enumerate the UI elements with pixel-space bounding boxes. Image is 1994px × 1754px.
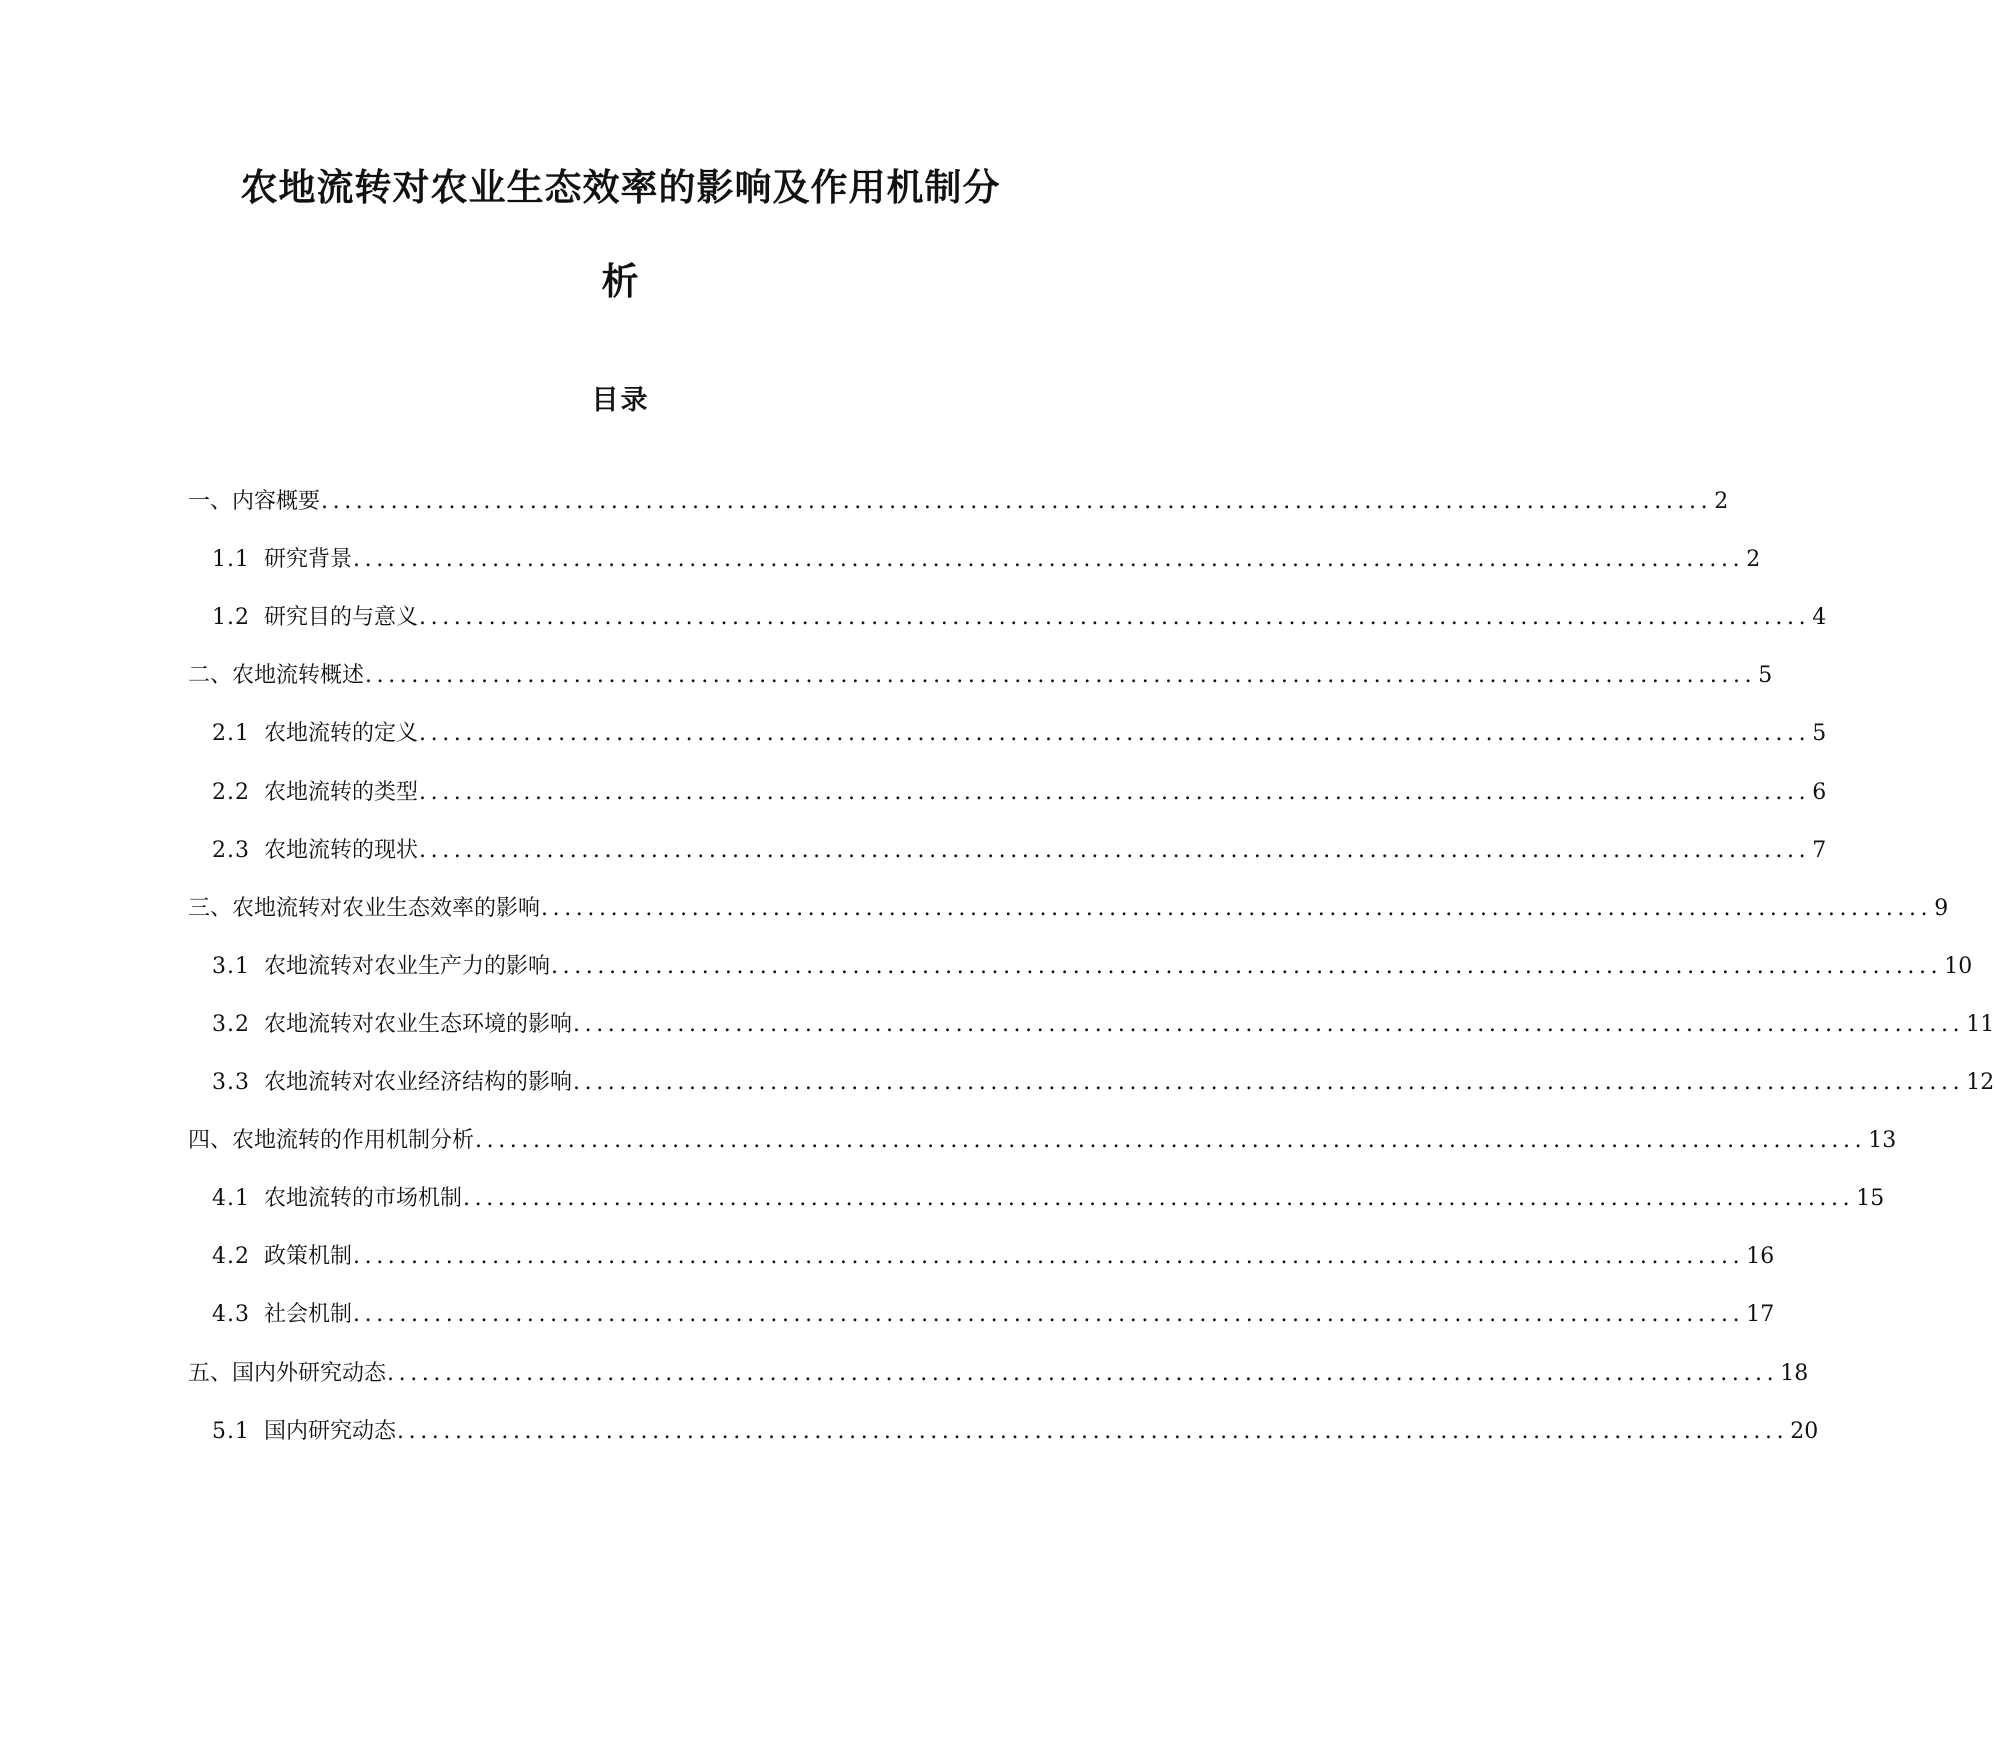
- toc-page-number: 7: [1812, 837, 1827, 863]
- toc-entry-text: 研究目的与意义: [264, 605, 419, 631]
- toc-entry[interactable]: [212, 1239, 1775, 1273]
- toc-entry-number: 3.2: [212, 1011, 250, 1037]
- toc-dot-leader: ........................................................................................................................: [419, 605, 1811, 631]
- toc-entry-text: 三、农地流转对农业生态效率的影响: [188, 895, 541, 921]
- toc-entry[interactable]: [212, 775, 1827, 809]
- toc-entry-text: 农地流转的市场机制: [264, 1186, 463, 1212]
- toc-entry[interactable]: [212, 1297, 1775, 1331]
- toc-dot-leader: ........................................................................................................................: [573, 1011, 1965, 1037]
- toc-page-number: 9: [1934, 895, 1949, 921]
- toc-dot-leader: ........................................................................................................................: [573, 1070, 1965, 1095]
- toc-dot-leader: ........................................................................................................................: [387, 1360, 1779, 1386]
- toc-entry-text: 农地流转对农业生态环境的影响: [264, 1011, 573, 1037]
- toc-page-number: 11: [1966, 1011, 1994, 1037]
- toc-entry[interactable]: [212, 542, 1761, 576]
- toc-page-number: 20: [1790, 1418, 1819, 1444]
- toc-entry-label: [212, 1065, 572, 1096]
- toc-entry[interactable]: [212, 949, 1973, 983]
- toc-dot-leader: ........................................................................................................................: [541, 895, 1933, 921]
- toc-page-number: 10: [1944, 953, 1973, 979]
- toc-entry[interactable]: [188, 658, 1773, 692]
- toc-entry-label: [212, 716, 418, 747]
- toc-entry-label: [212, 1297, 352, 1328]
- toc-page-number: 13: [1868, 1128, 1897, 1154]
- toc-entry-text: 农地流转的现状: [264, 837, 419, 863]
- toc-dot-leader: ........................................................................................................................: [419, 837, 1811, 863]
- toc-dot-leader: ........................................................................................................................: [365, 663, 1757, 689]
- toc-entry-number: 4.1: [212, 1186, 250, 1212]
- toc-entry-label: [212, 542, 352, 573]
- toc-dot-leader: ........................................................................................................................: [321, 489, 1713, 514]
- toc-entry[interactable]: [188, 891, 1949, 925]
- toc-page-number: 15: [1856, 1186, 1885, 1212]
- toc-entry-label: [188, 658, 364, 689]
- toc-dot-leader: ........................................................................................................................: [551, 953, 1943, 979]
- toc-entry-number: 3.1: [212, 953, 250, 979]
- toc-entry-label: [212, 949, 550, 980]
- toc-page-number: 2: [1714, 489, 1729, 514]
- toc-entry[interactable]: [212, 716, 1827, 750]
- toc-entry-number: 4.2: [212, 1244, 250, 1270]
- toc-entry[interactable]: [212, 1414, 1819, 1448]
- toc-entry-label: [188, 1123, 474, 1154]
- document-title-line-2: 析: [601, 259, 640, 303]
- toc-entry-text: 四、农地流转的作用机制分析: [188, 1128, 475, 1154]
- toc-entry[interactable]: [212, 600, 1827, 634]
- document-title-line-1: 农地流转对农业生态效率的影响及作用机制分: [240, 165, 1001, 209]
- toc-entry-label: [212, 1414, 396, 1445]
- toc-entry-number: 2.2: [212, 779, 250, 805]
- toc-dot-leader: ........................................................................................................................: [353, 547, 1745, 573]
- toc-entry-number: 2.1: [212, 721, 250, 747]
- toc-entry[interactable]: [212, 1181, 1885, 1215]
- toc-entry-text: 农地流转的类型: [264, 779, 419, 805]
- toc-entry-label: [212, 1007, 572, 1038]
- toc-entry-label: [212, 775, 418, 806]
- toc-page-number: 4: [1812, 605, 1827, 631]
- toc-entry-text: 研究背景: [264, 547, 353, 573]
- toc-page-number: 16: [1746, 1244, 1775, 1270]
- document-title: [190, 140, 1051, 328]
- toc-dot-leader: ........................................................................................................................: [419, 721, 1811, 747]
- toc-entry-number: 5.1: [212, 1418, 250, 1444]
- toc-entry-text: 农地流转对农业生产力的影响: [264, 953, 551, 979]
- toc-page-number: 5: [1812, 721, 1827, 747]
- toc-entry-text: 一、内容概要: [188, 489, 321, 514]
- toc-entry-label: [212, 833, 418, 864]
- toc-page-number: 12: [1966, 1070, 1994, 1095]
- toc-entry-label: [188, 484, 320, 515]
- toc-entry-number: 4.3: [212, 1302, 250, 1328]
- toc-entry-text: 二、农地流转概述: [188, 663, 365, 689]
- toc-page-number: 18: [1780, 1360, 1809, 1386]
- toc-entry-text: 农地流转对农业经济结构的影响: [264, 1070, 573, 1095]
- toc-entry[interactable]: [188, 1356, 1809, 1390]
- toc-entry[interactable]: [212, 1065, 1994, 1099]
- toc-entry-label: [188, 1356, 386, 1387]
- toc-entry-number: 2.3: [212, 837, 250, 863]
- toc-entry-number: 3.3: [212, 1070, 250, 1095]
- toc-entry-number: 1.2: [212, 605, 250, 631]
- toc-entry-text: 五、国内外研究动态: [188, 1360, 387, 1386]
- toc-entry[interactable]: [188, 484, 1729, 518]
- toc-entry[interactable]: [212, 1007, 1994, 1041]
- toc-dot-leader: ........................................................................................................................: [353, 1244, 1745, 1270]
- toc-entry-label: [212, 600, 418, 631]
- toc-dot-leader: ........................................................................................................................: [475, 1128, 1867, 1154]
- toc-page-number: 6: [1812, 779, 1827, 805]
- toc-entry-text: 社会机制: [264, 1302, 353, 1328]
- toc-page-number: 17: [1746, 1302, 1775, 1328]
- toc-page-number: 5: [1758, 663, 1773, 689]
- toc-entry-text: 国内研究动态: [264, 1418, 397, 1444]
- toc-dot-leader: ........................................................................................................................: [353, 1302, 1745, 1328]
- toc-entry-label: [212, 1239, 352, 1270]
- toc-page-number: 2: [1746, 547, 1761, 573]
- toc-entry-text: 农地流转的定义: [264, 721, 419, 747]
- toc-entry-label: [212, 1181, 462, 1212]
- toc-entry-text: 政策机制: [264, 1244, 353, 1270]
- toc-entry-number: 1.1: [212, 547, 250, 573]
- toc-dot-leader: ........................................................................................................................: [419, 779, 1811, 805]
- toc-heading: 目录: [591, 385, 650, 416]
- toc-dot-leader: ........................................................................................................................: [463, 1186, 1855, 1212]
- toc-dot-leader: ........................................................................................................................: [397, 1418, 1789, 1444]
- toc-entry-label: [188, 891, 540, 922]
- toc-entry[interactable]: [188, 1123, 1897, 1157]
- toc-entry[interactable]: [212, 833, 1827, 867]
